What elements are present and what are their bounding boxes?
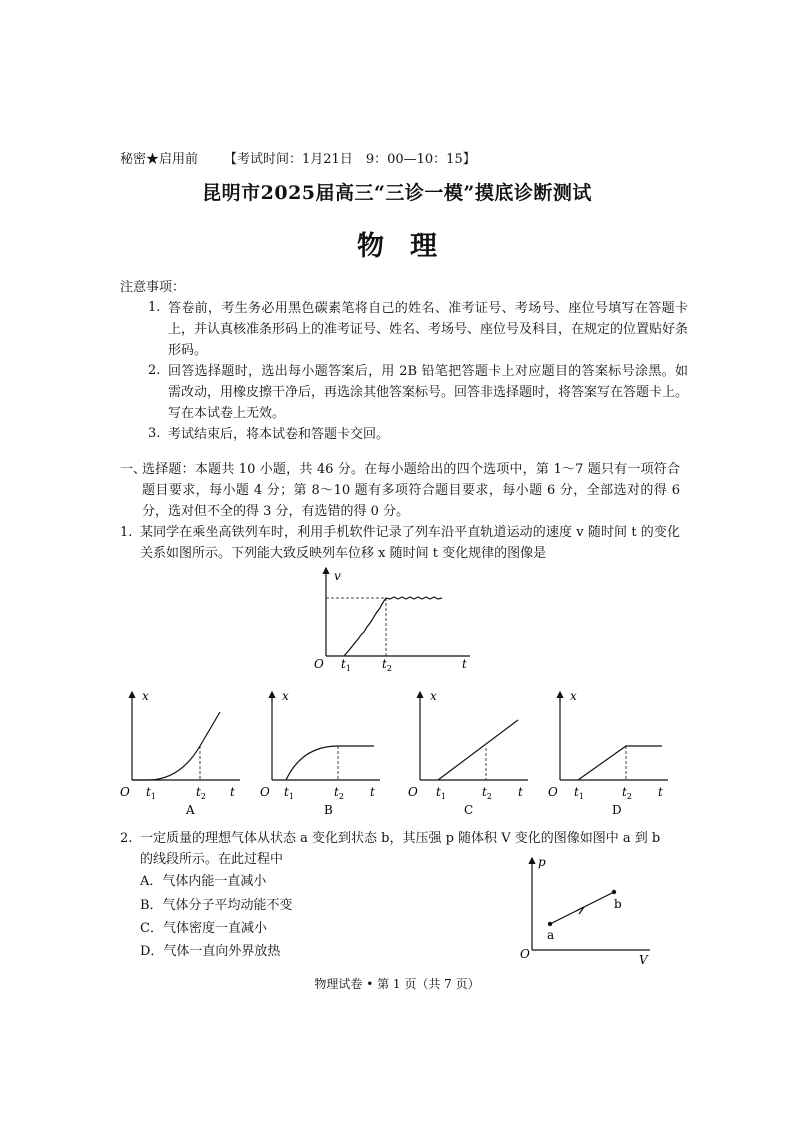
origin-label: O: [314, 657, 324, 671]
notice-item: [148, 361, 688, 424]
point-b-label: b: [614, 897, 622, 911]
notice-item-number: 3.: [148, 426, 161, 441]
t1-label: $t_1$: [341, 657, 351, 673]
origin-label: O: [120, 785, 130, 799]
section-number: 一、: [120, 462, 147, 477]
notice-heading: 注意事项：: [120, 280, 186, 295]
question-number: 1.: [120, 525, 133, 540]
origin-label: O: [548, 785, 558, 799]
option-letter: A: [186, 803, 195, 817]
option-d-graph[interactable]: [546, 686, 676, 820]
option-b-curve: [286, 746, 374, 780]
subject-title: 物理: [357, 231, 463, 262]
question-number: 2.: [120, 831, 133, 846]
x-axis-label: x: [282, 689, 289, 703]
section-instructions: [120, 459, 680, 522]
x-axis-label: x: [430, 689, 437, 703]
notice-item-number: 1.: [148, 300, 161, 315]
notice-item-text: 考试结束后，将本试卷和答题卡交回。: [168, 427, 390, 442]
t2-label: $t_2$: [196, 785, 206, 801]
option-c-line: [438, 720, 518, 780]
question-text-line2: 的线段所示。在此过程中: [140, 852, 284, 867]
notice-item: [148, 424, 688, 445]
point-a: [548, 922, 552, 926]
t2-label: $t_2$: [622, 785, 632, 801]
option-a-graph[interactable]: [118, 686, 248, 820]
option-letter: B: [324, 803, 333, 817]
q2-option-c[interactable]: C．气体密度一直减小: [140, 921, 267, 936]
origin-label: O: [520, 947, 530, 961]
direction-arrow-icon: [576, 907, 584, 914]
velocity-time-graph: [310, 562, 480, 674]
point-a-label: a: [547, 928, 555, 942]
paper-title: 昆明市2025届高三“三诊一模”摸底诊断测试: [202, 182, 592, 204]
t-axis-label: t: [658, 785, 663, 799]
p-axis-label: p: [538, 855, 546, 869]
exam-time: 【考试时间：1月21日 9：00—10：15】: [224, 152, 476, 167]
origin-label: O: [260, 785, 270, 799]
question-text-line1: 一定质量的理想气体从状态 a 变化到状态 b，其压强 p 随体积 V 变化的图像如图中 a 到 b: [140, 831, 661, 846]
secret-label: 秘密★启用前: [120, 152, 199, 167]
t-axis-label: t: [518, 785, 523, 799]
q2-option-b[interactable]: B．气体分子平均动能不变: [140, 898, 293, 913]
question-1: [120, 522, 680, 564]
v-axis-label: V: [639, 953, 648, 967]
point-b: [612, 890, 616, 894]
notice-item-text: 回答选择题时，选出每小题答案后，用 2B 铅笔把答题卡上对应题目的答案标号涂黑。如需改动，用橡皮擦干净后，再选涂其他答案标号。回答非选择题时，将答案写在答题卡上。写在本试卷上无效。: [168, 364, 689, 421]
option-a-curve: [132, 712, 220, 780]
v-axis-label: v: [334, 569, 341, 583]
t-axis-label: t: [462, 657, 467, 671]
t2-label: $t_2$: [334, 785, 344, 801]
q2-option-d[interactable]: D．气体一直向外界放热: [140, 944, 281, 959]
option-d-line: [578, 746, 662, 780]
section-text: 选择题：本题共 10 小题，共 46 分。在每小题给出的四个选项中，第 1～7 题只有一项符合题目要求，每小题 4 分；第 8～10 题有多项符合题目要求，每小题 6 分，全部选对的得 6 分，选对但不全的得 3 分，有选错的得 0 分。: [142, 462, 680, 519]
origin-label: O: [408, 785, 418, 799]
exam-header: [120, 150, 476, 170]
option-letter: D: [612, 803, 622, 817]
option-c-graph[interactable]: [406, 686, 536, 820]
notice-item-text: 答卷前，考生务必用黑色碳素笔将自己的姓名、准考证号、考场号、座位号填写在答题卡上，并认真核准条形码上的准考证号、姓名、考场号、座位号及科目，在规定的位置贴好条形码。: [168, 301, 689, 358]
notice-item-number: 2.: [148, 363, 161, 378]
t1-label: $t_1$: [574, 785, 584, 801]
t1-label: $t_1$: [146, 785, 156, 801]
velocity-curve: [344, 597, 442, 656]
question-text: 某同学在乘坐高铁列车时，利用手机软件记录了列车沿平直轨道运动的速度 v 随时间 t 的变化关系如图所示。下列能大致反映列车位移 x 随时间 t 变化规律的图像是: [140, 525, 680, 561]
t2-label: $t_2$: [482, 785, 492, 801]
page-footer: 物理试卷 • 第 1 页（共 7 页）: [314, 977, 480, 991]
x-axis-label: x: [142, 689, 149, 703]
t-axis-label: t: [230, 785, 235, 799]
option-letter: C: [464, 803, 474, 817]
notice-item: [148, 298, 688, 361]
t2-label: $t_2$: [382, 657, 392, 673]
t-axis-label: t: [370, 785, 375, 799]
pressure-volume-graph: [518, 852, 658, 968]
t1-label: $t_1$: [284, 785, 294, 801]
x-axis-label: x: [570, 689, 577, 703]
t1-label: $t_1$: [436, 785, 446, 801]
option-b-graph[interactable]: [258, 686, 388, 820]
q2-option-a[interactable]: A．气体内能一直减小: [140, 874, 267, 889]
